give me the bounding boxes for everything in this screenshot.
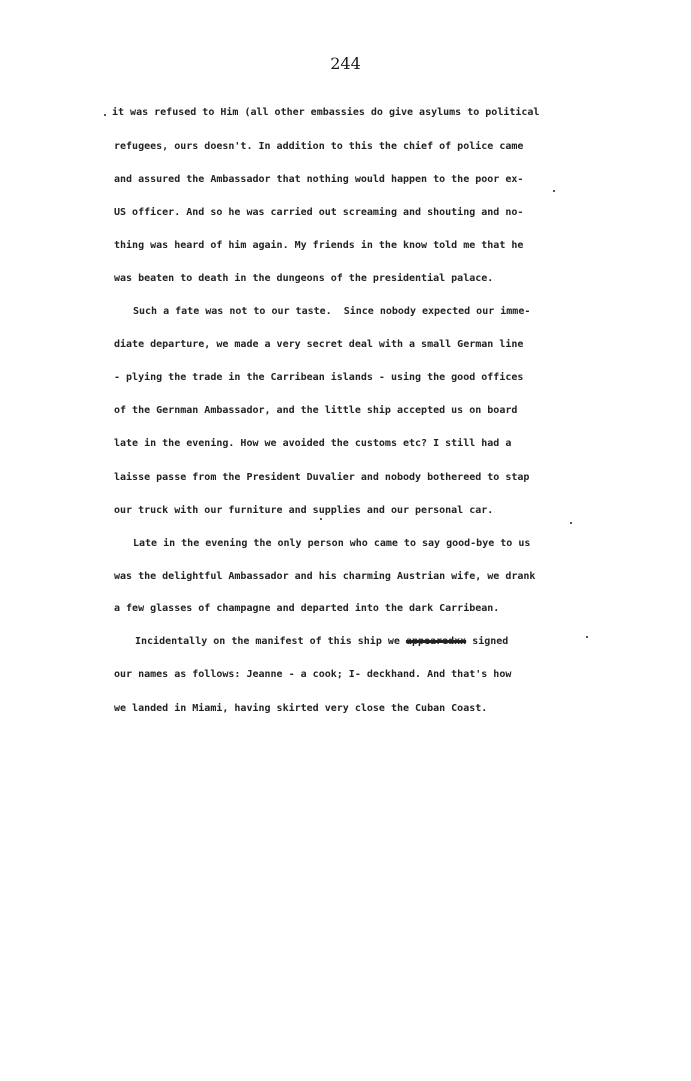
text-line: it was refused to Him (all other embassies do give asylums to political	[112, 107, 540, 118]
text-line: US officer. And so he was carried out screaming and shouting and no-	[114, 207, 524, 218]
struck-out-word: appearedxx	[405, 636, 467, 647]
text-line: was beaten to death in the dungeons of the presidential palace.	[114, 273, 494, 284]
text-line: refugees, ours doesn't. In addition to this the chief of police came	[114, 141, 524, 152]
text-fragment: Incidentally on the manifest of this ship we	[135, 636, 400, 647]
page-number: 244	[330, 54, 361, 73]
text-line: laisse passe from the President Duvalier and nobody bothereed to stap	[114, 472, 530, 483]
text-line: diate departure, we made a very secret deal with a small German line	[114, 339, 524, 350]
text-line	[135, 636, 508, 647]
scan-speck	[553, 190, 555, 192]
scan-speck	[570, 522, 572, 524]
text-fragment: signed	[472, 636, 509, 647]
text-line: and assured the Ambassador that nothing would happen to the poor ex-	[114, 174, 524, 185]
text-line: our names as follows: Jeanne - a cook; I- deckhand. And that's how	[114, 669, 512, 680]
text-line: our truck with our furniture and supplies and our personal car.	[114, 505, 494, 516]
text-line: was the delightful Ambassador and his charming Austrian wife, we drank	[114, 571, 536, 582]
scan-speck	[320, 518, 322, 520]
text-line: we landed in Miami, having skirted very close the Cuban Coast.	[114, 703, 488, 714]
text-line: - plying the trade in the Carribean islands - using the good offices	[114, 372, 524, 383]
text-line: late in the evening. How we avoided the customs etc? I still had a	[114, 438, 512, 449]
text-line: thing was heard of him again. My friends in the know told me that he	[114, 240, 524, 251]
text-line: Such a fate was not to our taste. Since nobody expected our imme-	[133, 306, 531, 317]
text-line: a few glasses of champagne and departed into the dark Carribean.	[114, 603, 500, 614]
text-line: of the Gernman Ambassador, and the little ship accepted us on board	[114, 405, 518, 416]
text-line: Late in the evening the only person who came to say good-bye to us	[133, 538, 531, 549]
scan-speck	[104, 114, 106, 116]
scan-speck	[586, 636, 588, 638]
